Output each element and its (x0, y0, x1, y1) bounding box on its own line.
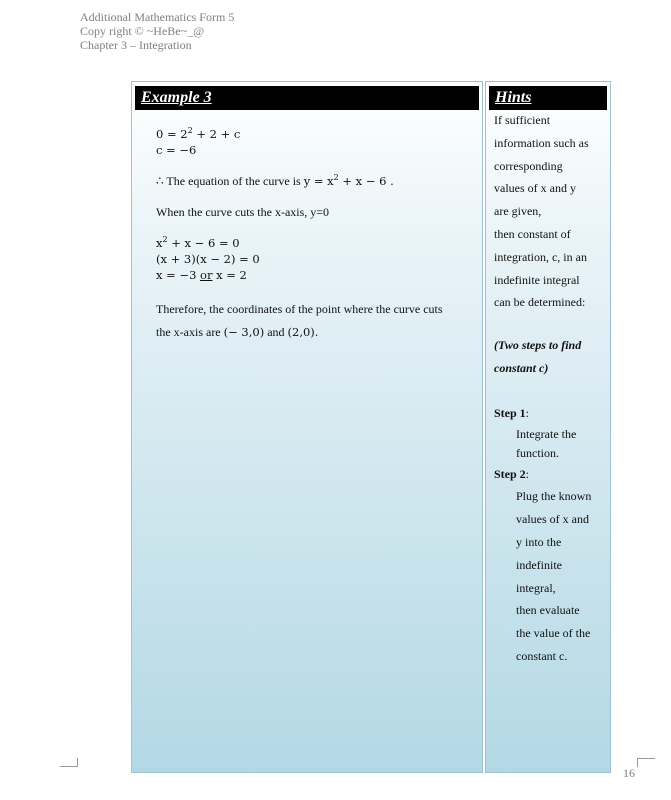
curve-conclusion: ∴ The equation of the curve is $y = x^2 + x - 6$ . (156, 173, 394, 188)
equation-line: x = −3 or x = 2 (156, 268, 247, 282)
hints-panel (485, 81, 611, 773)
hint-line: can be determined: (494, 295, 586, 310)
crop-mark-right (637, 758, 655, 767)
hint-line: integration, c, in an (494, 249, 587, 264)
equation-line: $0 = 2^2 + 2 + c$ (156, 126, 241, 141)
final-answer: Therefore, the coordinates of the point where the curve cuts the x-axis are (− 3,0) and (2,0). (156, 302, 443, 339)
hint-line: are given, (494, 204, 542, 219)
step-2-text: Plug the known values of x and y into the indefinite integral, then evaluate the value of the constant c. (516, 489, 592, 663)
hint-line: indefinite integral (494, 272, 580, 287)
hint-line: values of x and y (494, 181, 576, 196)
header-chapter: Chapter 3 – Integration (80, 38, 192, 52)
equation-line: (x + 3)(x − 2) = 0 (156, 252, 260, 266)
step-1-label: Step 1: (494, 405, 530, 420)
equation-line: $x^2 + x - 6 = 0$ (156, 235, 240, 250)
header-copyright: Copy right © ~HeBe~_@ (80, 24, 205, 38)
equation-line: c = −6 (156, 143, 197, 157)
hints-body (494, 109, 608, 668)
hint-line: then constant of (494, 226, 571, 241)
header-book-title: Additional Mathematics Form 5 (80, 10, 235, 24)
step-2-label: Step 2: (494, 466, 530, 481)
hint-line: information such as (494, 135, 589, 150)
crop-mark-left (60, 758, 78, 767)
two-steps-heading: (Two steps to find constant c) (494, 338, 582, 375)
quadratic-working (156, 235, 476, 283)
page-number: 16 (623, 766, 635, 780)
hints-title: Hints (489, 86, 607, 110)
document-header (80, 10, 234, 52)
constant-working (156, 126, 476, 158)
example-panel (131, 81, 483, 773)
example-title: Example 3 (135, 86, 479, 110)
x-axis-condition: When the curve cuts the x-axis, y=0 (156, 205, 330, 219)
hint-line: corresponding (494, 158, 563, 173)
example-body (156, 126, 476, 344)
hint-line: If sufficient (494, 113, 551, 127)
step-1-text: Integrate the function. (516, 426, 577, 460)
